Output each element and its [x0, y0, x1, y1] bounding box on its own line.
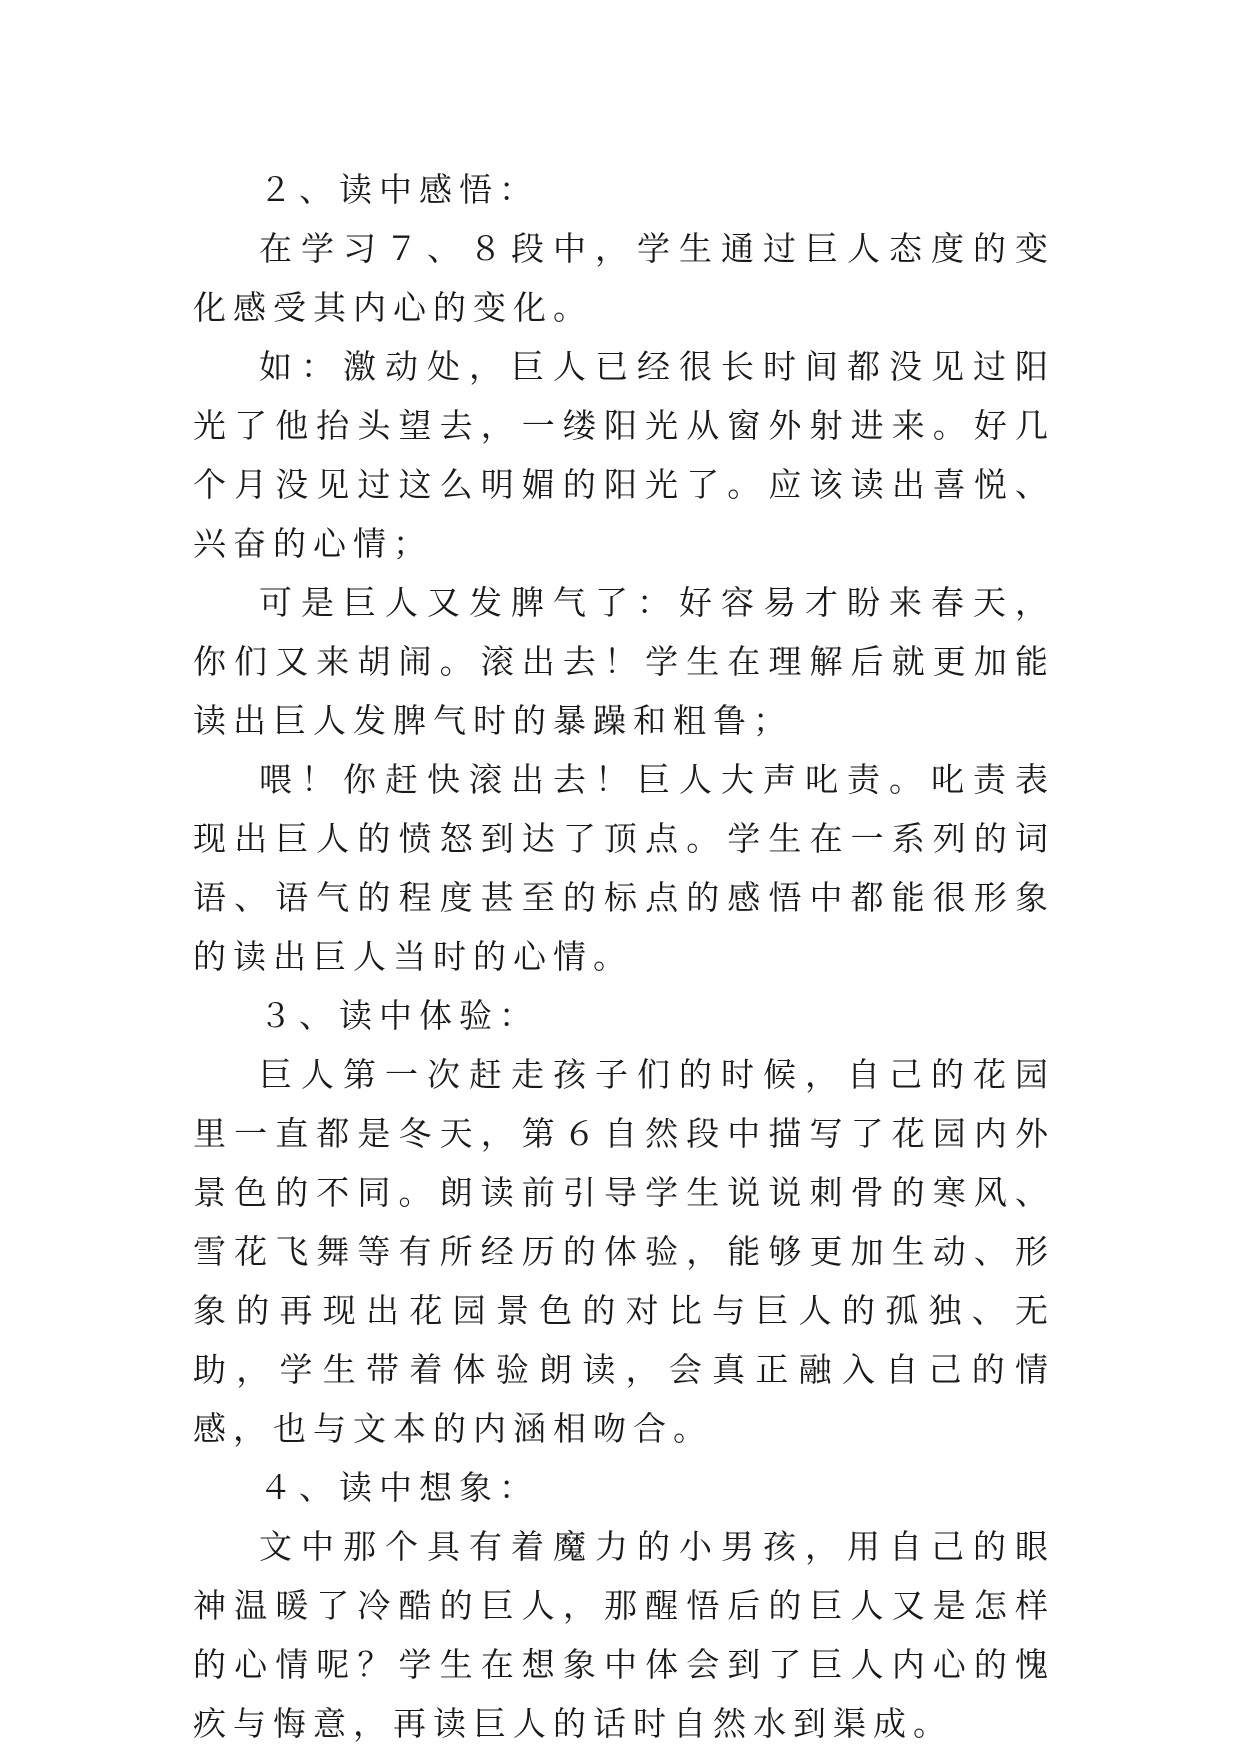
paragraph: 可是巨人又发脾气了：好容易才盼来春天，你们又来胡闹。滚出去！学生在理解后就更加能读出巨人发脾气时的暴躁和粗鲁； [193, 583, 1055, 740]
paragraph: 文中那个具有着魔力的小男孩，用自己的眼神温暖了冷酷的巨人，那醒悟后的巨人又是怎样的心情呢？学生在想象中体会到了巨人内心的愧疚与悔意，再读巨人的话时自然水到渠成。 [193, 1527, 1055, 1743]
section-heading-2: ２、读中感悟： [259, 170, 539, 209]
paragraph: 喂！你赶快滚出去！巨人大声叱责。叱责表现出巨人的愤怒到达了顶点。学生在一系列的词语、语气的程度甚至的标点的感悟中都能很形象的读出巨人当时的心情。 [193, 760, 1055, 976]
paragraph: 在学习７、８段中，学生通过巨人态度的变化感受其内心的变化。 [193, 229, 1055, 327]
section-heading-4: ４、读中想象： [259, 1468, 539, 1507]
section-heading-3: ３、读中体验： [259, 996, 539, 1035]
paragraph: 如：激动处，巨人已经很长时间都没见过阳光了他抬头望去，一缕阳光从窗外射进来。好几个月没见过这么明媚的阳光了。应该读出喜悦、兴奋的心情； [193, 347, 1055, 563]
document-body [193, 160, 1055, 1753]
paragraph: 巨人第一次赶走孩子们的时候，自己的花园里一直都是冬天，第６自然段中描写了花园内外景色的不同。朗读前引导学生说说刺骨的寒风、雪花飞舞等有所经历的体验，能够更加生动、形象的再现出花园景色的对比与巨人的孤独、无助，学生带着体验朗读，会真正融入自己的情感，也与文本的内涵相吻合。 [193, 1055, 1055, 1448]
